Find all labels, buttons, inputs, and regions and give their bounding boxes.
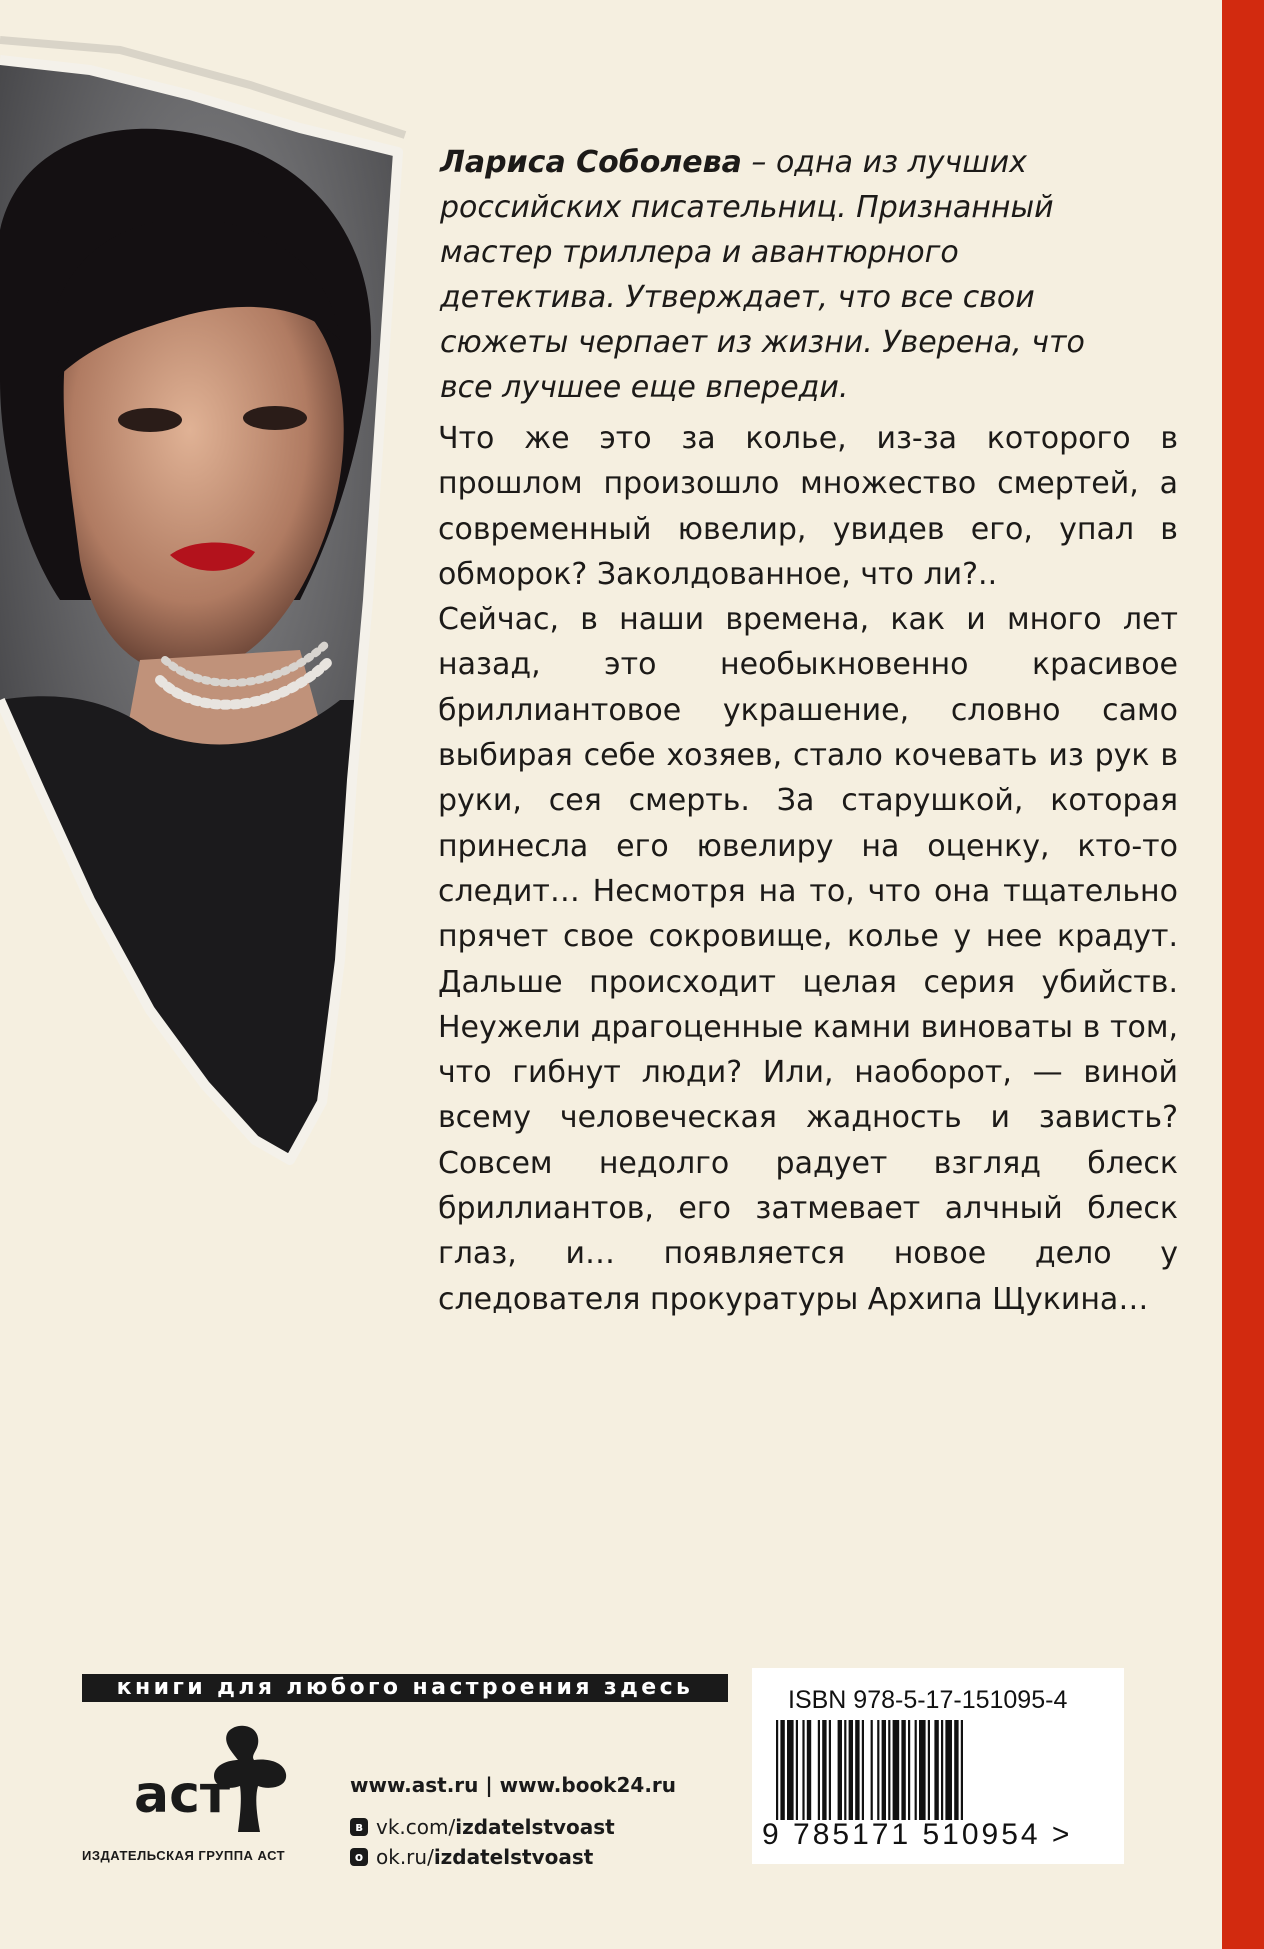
blurb-paragraph: Что же это за колье, из-за которого в прошлом произошло множество смертей, а современный ювелир, увидев его, упал в обморок? Заколдованное, что ли?.. <box>438 421 1178 592</box>
vk-link[interactable]: в vk.com/izdatelstvoast <box>350 1812 676 1842</box>
barcode-bar <box>855 1720 859 1820</box>
barcode-bar <box>818 1720 820 1820</box>
author-bio <box>440 140 1120 410</box>
barcode-bar <box>877 1720 879 1820</box>
barcode-digits: 9 785171 510954 > <box>762 1818 1073 1851</box>
isbn-label: ISBN 978-5-17-151095-4 <box>788 1686 1068 1714</box>
barcode-bar <box>941 1720 943 1820</box>
barcode-bar <box>919 1720 926 1820</box>
author-name: Лариса Соболева <box>440 145 742 180</box>
vk-icon: в <box>350 1818 368 1836</box>
barcode-bar <box>882 1720 886 1820</box>
barcode-bar <box>780 1720 784 1820</box>
author-bio-text: – одна из лучших российских писательниц. Признанный мастер триллера и авантюрного детектива. Утверждает, что все свои сюжеты черпает из жизни. Уверена, что все лучшее еще впереди. <box>440 145 1085 405</box>
barcode-bar <box>802 1720 804 1820</box>
barcode-bar <box>908 1720 910 1820</box>
barcode-bar <box>888 1720 890 1820</box>
barcode-bar <box>945 1720 952 1820</box>
author-photo <box>0 0 420 1180</box>
barcode-bar <box>838 1720 842 1820</box>
barcode-bar <box>928 1720 930 1820</box>
barcode-bar <box>901 1720 905 1820</box>
barcode-bar <box>871 1720 873 1820</box>
barcode-panel <box>752 1668 1124 1864</box>
barcode-bar <box>934 1720 938 1820</box>
ast-logo <box>118 1720 298 1840</box>
barcode-bar <box>822 1720 826 1820</box>
publisher-links <box>350 1770 676 1872</box>
barcode-bar <box>915 1720 917 1820</box>
publisher-tagline: книги для любого настроения здесь <box>82 1674 728 1702</box>
website-links[interactable]: www.ast.ru | www.book24.ru <box>350 1773 677 1797</box>
ok-icon: о <box>350 1848 368 1866</box>
blurb-paragraph: Сейчас, в наши времена, как и много лет назад, это необыкновенно красивое бриллиантовое украшение, словно само выбирая себе хозяев, стало кочевать из рук в руки, сея смерть. За старушкой, которая принесла его ювелиру на оценку, кто-то следит… Несмотря на то, что она тщательно прячет свое сокровище, колье у нее крадут. Дальше происходит целая серия убийств. Неужели драгоценные камни виноваты в том, что гибнут люди? Или, наоборот, — виной всему человеческая жадность и зависть? Совсем недолго радует взгляд блеск бриллиантов, его затмевает алчный блеск глаз, и… появляется новое дело у следователя прокуратуры Архипа Щукина… <box>438 602 1178 1317</box>
logo-text: аст <box>134 1765 231 1825</box>
barcode-bar <box>849 1720 853 1820</box>
ok-link[interactable]: о ok.ru/izdatelstvoast <box>350 1842 676 1872</box>
book-blurb <box>438 416 1178 1322</box>
barcode-bar <box>862 1720 864 1820</box>
barcode-bar <box>807 1720 811 1820</box>
logo-caption: ИЗДАТЕЛЬСКАЯ ГРУППА АСТ <box>82 1848 286 1863</box>
barcode-bar <box>829 1720 831 1820</box>
barcode-bar <box>954 1720 958 1820</box>
barcode-bar <box>893 1720 900 1820</box>
barcode-bar <box>776 1720 778 1820</box>
barcode-bars <box>776 1720 1076 1820</box>
barcode-bar <box>796 1720 798 1820</box>
barcode-bar <box>961 1720 963 1820</box>
barcode-bar <box>844 1720 846 1820</box>
red-spine-strip <box>1222 0 1264 1949</box>
barcode-bar <box>787 1720 794 1820</box>
